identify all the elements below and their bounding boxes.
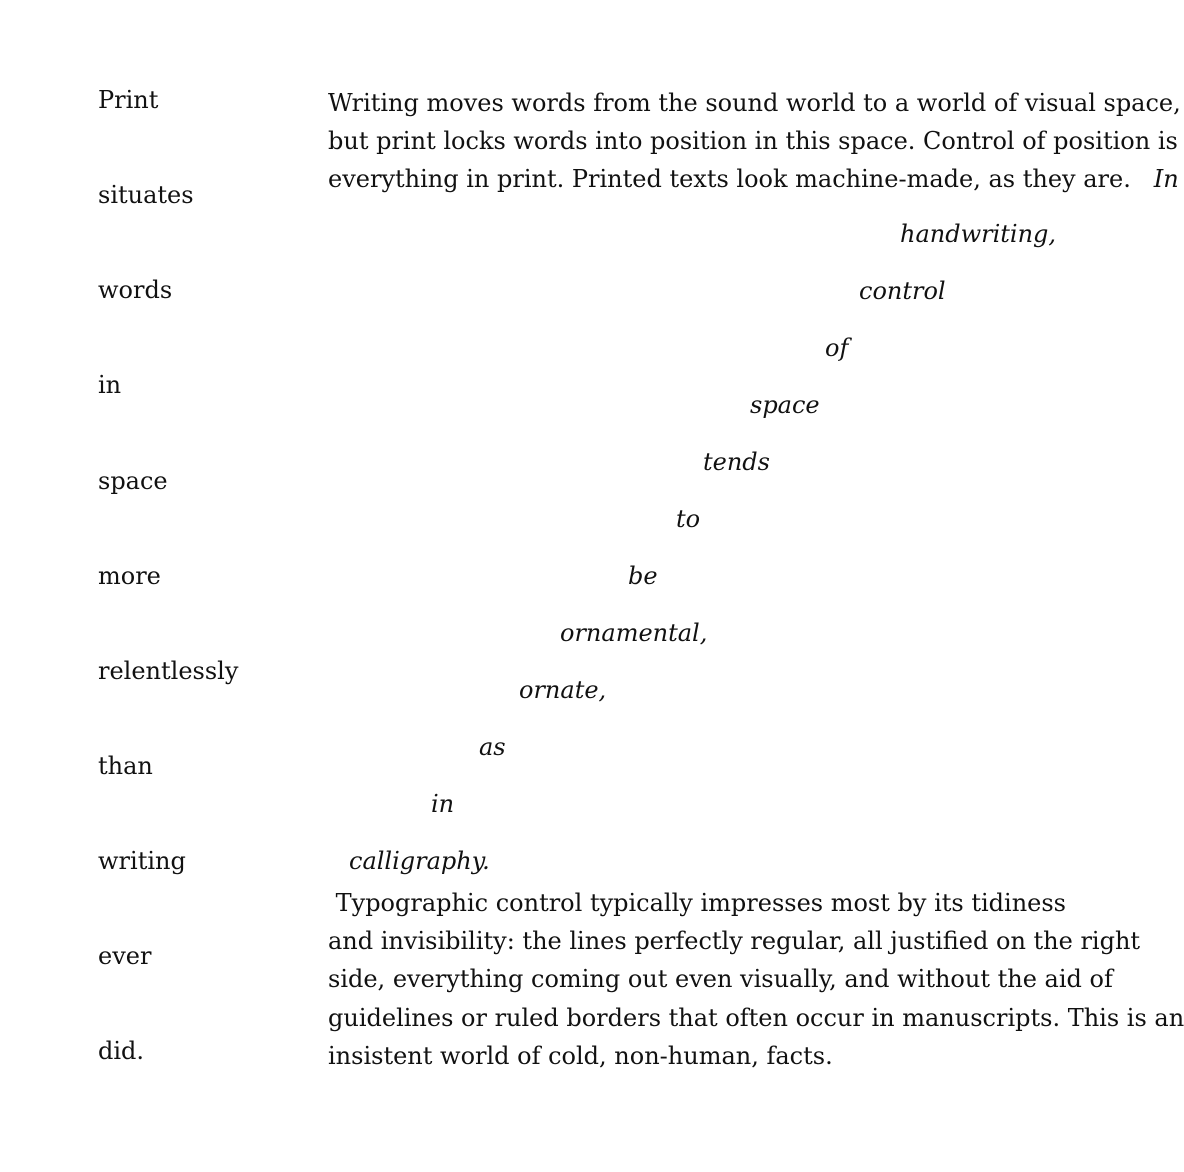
paragraph-line: but print locks words into position in this space. Control of position is	[328, 127, 1178, 156]
left-word: relentlessly	[98, 657, 239, 685]
right-column	[328, 84, 1184, 1070]
left-word: writing	[98, 847, 186, 875]
paragraph-1	[328, 84, 1181, 199]
cascade-word: handwriting,	[900, 220, 1057, 248]
paragraph-line: side, everything coming out even visually, and without the aid of	[328, 965, 1113, 994]
left-word: than	[98, 752, 153, 780]
cascade-word: in	[431, 790, 455, 818]
left-word: space	[98, 467, 168, 495]
italic-tail: In	[1153, 165, 1179, 194]
left-word: ever	[98, 942, 152, 970]
paragraph-line: Writing moves words from the sound world to a world of visual space,	[328, 89, 1181, 117]
cascade-word: calligraphy.	[349, 847, 490, 875]
paragraph-2	[328, 884, 1184, 1075]
cascade-word: space	[750, 391, 820, 419]
paragraph-line: Typographic control typically impresses most by its tidiness	[328, 889, 1066, 917]
left-word: words	[98, 276, 173, 304]
cascade-word: be	[628, 562, 658, 590]
left-word: in	[98, 371, 122, 399]
cascade-word: as	[479, 733, 506, 761]
paragraph-line-text: everything in print. Printed texts look machine-made, as they are.	[328, 165, 1131, 194]
left-word: did.	[98, 1037, 145, 1065]
cascade-word: control	[859, 277, 946, 305]
paragraph-line: insistent world of cold, non-human, facts.	[328, 1041, 833, 1070]
left-word: more	[98, 562, 161, 590]
paragraph-line: guidelines or ruled borders that often occur in manuscripts. This is an	[328, 1003, 1184, 1032]
left-word: Print	[98, 86, 159, 114]
left-word: situates	[98, 181, 194, 209]
paragraph-line	[328, 160, 1179, 198]
cascade-word: to	[676, 505, 701, 533]
paragraph-line: and invisibility: the lines perfectly regular, all justified on the right	[328, 927, 1141, 956]
cascade-word: tends	[703, 448, 770, 476]
cascade-word: of	[825, 334, 849, 362]
cascade-word: ornamental,	[560, 619, 708, 647]
cascade-word: ornate,	[519, 676, 607, 704]
